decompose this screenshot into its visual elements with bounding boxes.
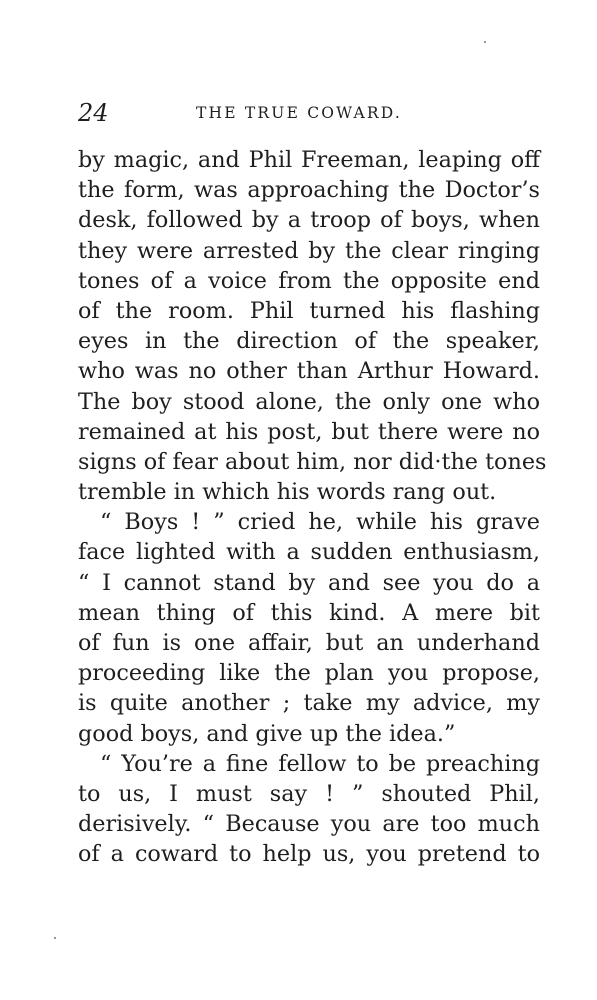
page-header — [78, 98, 540, 128]
text-line: “ You’re a fine fellow to be preaching — [100, 750, 540, 777]
text-line: of a coward to help us, you pretend to — [78, 841, 540, 868]
text-line: face lighted with a sudden enthusiasm, — [78, 539, 540, 566]
text-line: of fun is one affair, but an underhand — [78, 630, 540, 656]
body-text — [78, 145, 547, 870]
text-line: the form, was approaching the Doctor’s — [78, 177, 540, 204]
text-line: derisively. “ Because you are too much — [78, 811, 540, 838]
text-line: eyes in the direction of the speaker, — [78, 328, 540, 355]
text-line: “ Boys ! ” cried he, while his grave — [100, 509, 540, 536]
running-title: THE TRUE COWARD. — [196, 104, 403, 122]
text-line: tremble in which his words rang out. — [78, 479, 497, 506]
text-line: is quite another ; take my advice, my — [78, 690, 540, 717]
text-line: proceeding like the plan you propose, — [78, 660, 540, 687]
text-line: mean thing of this kind. A mere bit — [78, 599, 540, 626]
text-line: who was no other than Arthur Howard. — [78, 358, 540, 385]
text-line: to us, I must say ! ” shouted Phil, — [78, 780, 540, 807]
text-line: good boys, and give up the idea.” — [78, 720, 456, 747]
paper-speck — [54, 937, 56, 939]
text-line: of the room. Phil turned his flashing — [78, 297, 540, 324]
text-line: “ I cannot stand by and see you do a — [78, 569, 540, 596]
text-line: they were arrested by the clear ringing — [78, 237, 540, 264]
text-line: by magic, and Phil Freeman, leaping off — [78, 147, 540, 173]
text-line: tones of a voice from the opposite end — [78, 267, 540, 294]
text-line: The boy stood alone, the only one who — [78, 388, 540, 415]
text-line: signs of fear about him, nor did·the tones — [78, 448, 547, 475]
page-number: 24 — [78, 99, 109, 127]
paper-speck — [484, 41, 486, 43]
text-line: desk, followed by a troop of boys, when — [78, 207, 540, 234]
text-line: remained at his post, but there were no — [78, 418, 540, 445]
